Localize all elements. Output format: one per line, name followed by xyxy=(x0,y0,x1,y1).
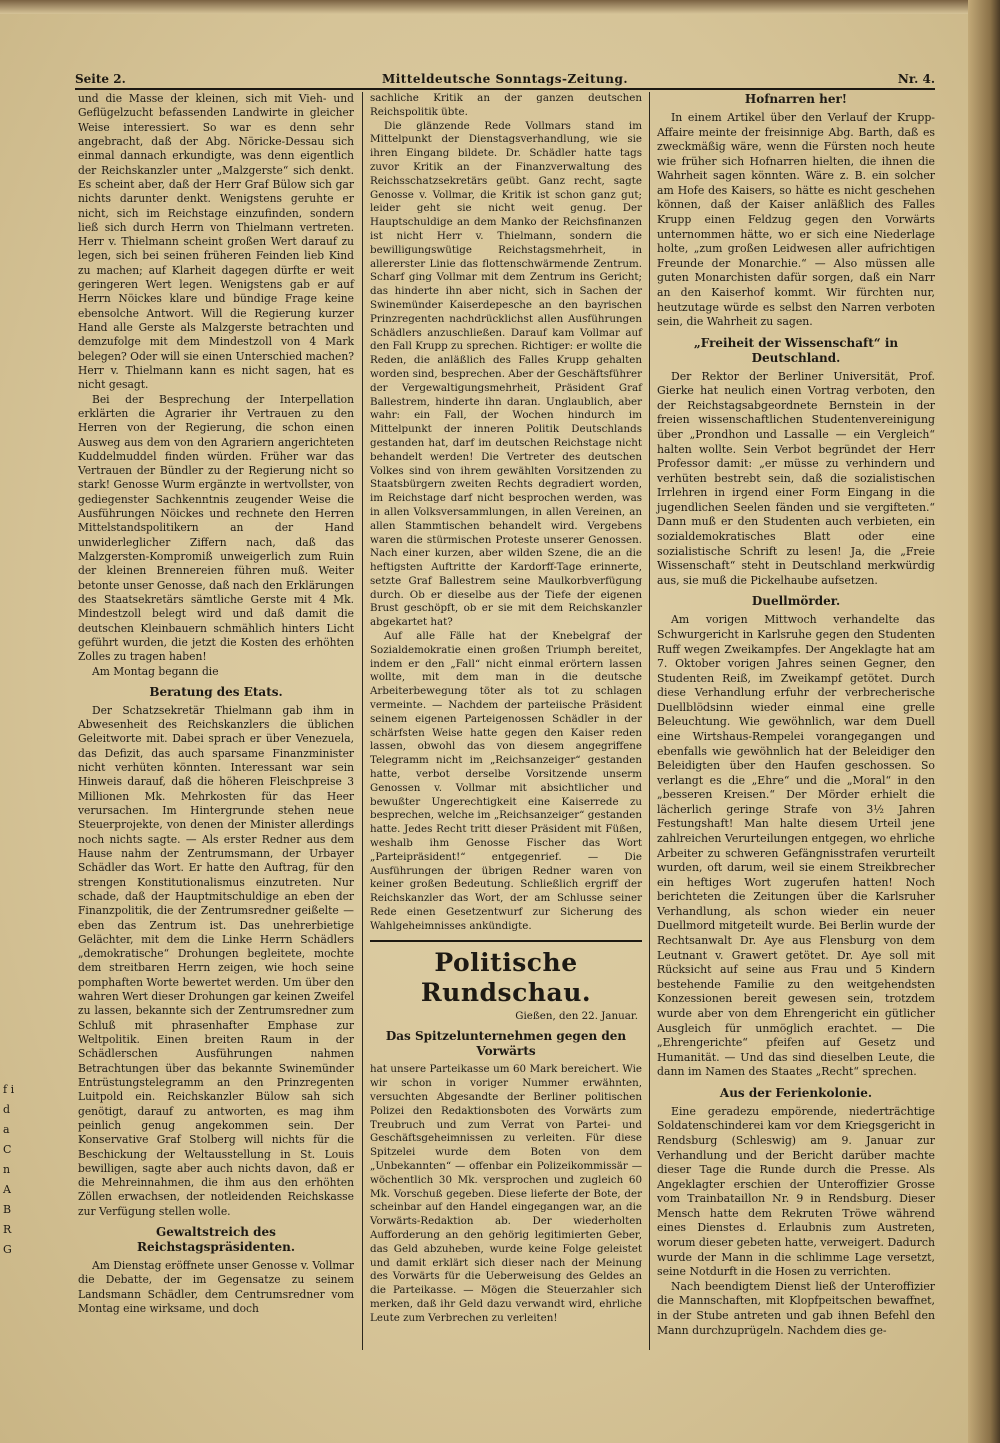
main-section-title: Politische Rundschau. xyxy=(420,947,592,1007)
paragraph: Bei der Besprechung der Interpellation erklärten die Agrarier ihr Vertrauen zu den Herren von der Regierung, die schon einen Ausweg aus dem von den Agrariern angerichteten Kuddelmuddel finden würden. Früher war das Vertrauen der Bündler zu der Regierung nicht so stark! Genosse Wurm ergänzte in wertvollster, von gediegenster Sachkenntnis zeugender Weise die Ausführungen Nöickes und rechnete den Herren Mittelstandspolitikern an der Hand unwiderleglicher Ziffern nach, daß das Malzgersten-Kompromiß unweigerlich zum Ruin der kleinen Brennereien führen muß. Weiter betonte unser Genosse, daß nach den Erklärungen des Staatsekretärs sämtliche Gerste mit 4 Mk. Mindestzoll belegt wird und daß damit die deutschen Kleinbauern schmählich hinters Licht geführt wurden, die jetzt die Kosten des erhöhten Zolles zu tragen haben! xyxy=(78,392,354,664)
column-1 xyxy=(78,92,354,1316)
dateline: Gießen, den 22. Januar. xyxy=(515,1009,638,1022)
paragraph: Der Rektor der Berliner Universität, Prof. Gierke hat neulich einen Vortrag verboten, den der Reichstagsabgeordnete Bernstein in der freien wissenschaftlichen Studentenvereinigung über „Prondhon und Lassalle — ein Vergleich“ halten wollte. Sein Verbot begründet der Herr Professor damit: „er müsse zu verhindern und verhüten bestrebt sein, daß die sozialistischen Irrlehren in irgend einer Form Eingang in die jugendlichen Seelen fänden und sie vergifteten.“ Dann muß er den Studenten auch verbieten, ein sozialdemokratisches Blatt oder eine sozialistische Schrift zu lesen! Ja, die „Freie Wissenschaft“ steht in Deutschland merkwürdig aus, sie muß die Pickelhaube aufsetzen. xyxy=(657,369,935,587)
section-heading: Duellmörder. xyxy=(751,594,841,609)
section-heading: Aus der Ferienkolonie. xyxy=(719,1085,873,1100)
page-header xyxy=(75,72,935,88)
section-heading: Hofnarren her! xyxy=(744,92,848,106)
paragraph: Am Dienstag eröffnete unser Genosse v. Vollmar die Debatte, der im Gegensatze zu seinem Landsmann Schädler, dem Centrumsredner vom Montag eine wirksame, und doch xyxy=(78,1259,354,1315)
paragraph: und die Masse der kleinen, sich mit Vieh- und Geflügelzucht befassenden Landwirte in gleicher Weise interessiert. So war es denn sehr angebracht, daß der Abg. Nöricke-Dessau sich einmal dannach erkundigte, was denn eigentlich der Reichskanzler unter „Malzgerste“ sich denkt. Es scheint aber, daß der Herr Graf Bülow sich gar nichts darunter denkt. Wenigstens geruhte er nicht, sich im Reichstage einzufinden, sondern ließ sich durch Herrn von Thielmann vertreten. Herr v. Thielmann scheint großen Wert darauf zu legen, sich bei seinen früheren Feinden lieb Kind zu machen; auf Klarheit dagegen dürfte er weit geringeren Wert legen. Wenigstens gab er auf Herrn Nöickes klare und bündige Frage keine ebensolche Antwort. Will die Regierung kurzer Hand alle Gerste als Malzgerste betrachten und demzufolge mit dem Mindestzoll von 4 Mark belegen? Oder will sie einen Unterschied machen? Herr v. Thielmann kann es nicht sagen, hat es nicht gesagt. xyxy=(78,92,354,392)
section-heading: Gewaltstreich des Reichstagspräsidenten. xyxy=(136,1225,296,1255)
paragraph: hat unsere Parteikasse um 60 Mark bereichert. Wie wir schon in voriger Nummer erwähnten, versuchten Abgesandte der Berliner politischen Polizei den Redaktionsboten des Vorwärts zum Treubruch und zum Verrat von Partei- und Geschäftsgeheimnissen zu verleiten. Für diese Spitzelei wurde dem Boten von dem „Unbekannten“ — offenbar ein Polizeikommissär — wöchentlich 30 Mk. versprochen und zugleich 60 Mk. Vorschuß gegeben. Diese lieferte der Bote, der scheinbar auf den Handel eingegangen war, an die Vorwärts-Redaktion ab. Der wiederholten Aufforderung an den gehörig legitimierten Geber, das Geld abzuheben, wurde keine Folge geleistet und damit erklärt sich dieser nach der Meinung des Vorwärts für die Ueberweisung des Geldes an die Parteikasse. — Mögen die Steuerzahler sich merken, daß ihr Geld dazu verwandt wird, ehrliche Leute zum Verbrechen zu verleiten! xyxy=(370,1063,642,1324)
section-heading: Das Spitzelunternehmen gegen den Vorwärts xyxy=(385,1029,627,1059)
paragraph: In einem Artikel über den Verlauf der Krupp-Affaire meinte der freisinnige Abg. Barth, daß es zweckmäßig wäre, wenn die Fürsten noch heute wie früher sich Hofnarren hielten, die ihnen die Wahrheit sagen könnten. Wäre z. B. ein solcher am Hofe des Kaisers, so hätte es nicht geschehen können, daß der Kaiser anläßlich des Falles Krupp einen Feldzug gegen den Vorwärts unternommen hätte, wo er sich eine Niederlage holte, „zum großen Leidwesen aller aufrichtigen Freunde der Monarchie.“ — Also müssen alle guten Monarchisten dafür sorgen, daß ein Narr an den Kaiserhof kommt. Wir fürchten nur, heutzutage würde es selbst den Narren verboten sein, die Wahrheit zu sagen. xyxy=(657,111,935,329)
paragraph: Am Montag begann die xyxy=(92,664,219,678)
header-rule xyxy=(75,88,935,90)
paragraph: Am vorigen Mittwoch verhandelte das Schwurgericht in Karlsruhe gegen den Studenten Ruff wegen Zweikampfes. Der Angeklagte hat am 7. Oktober vorigen Jahres seinen Gegner, den Studenten Reiß, im Zweikampf getötet. Durch diese Verhandlung erfuhr der verbrecherische Duellblödsinn wieder einmal eine grelle Beleuchtung. Wie gewöhnlich, war dem Duell eine Wirtshaus-Rempelei vorangegangen und ebenfalls wie gewöhnlich hat der Beleidiger den Beleidigten über den Haufen geschossen. So verlangt es die „Ehre“ und die „Moral“ in den „besseren Kreisen.“ Der Mörder erhielt die lächerlich geringe Strafe von 3½ Jahren Festungshaft! Man halte diesem Urteil jene zahlreichen Verurteilungen entgegen, wo ehrliche Arbeiter zu schweren Gefängnisstrafen verurteilt wurden, oft darum, weil sie einem Streikbrecher ein heftiges Wort zugerufen hatten! Noch berichteten die Zeitungen über die Karlsruher Verhandlung, als schon wieder ein neuer Duellmord mitgeteilt wurde. Bei Berlin wurde der Rechtsanwalt Dr. Aye aus Flensburg von dem Leutnant v. Grawert getötet. Dr. Aye soll mit Rücksicht auf seine aus Frau und 5 Kindern bestehende Familie zu den weitgehendsten Konzessionen bereit gewesen sein, trotzdem wurde aber von dem Ehrengericht ein gütlicher Ausgleich für unmöglich erachtet. — Die „Ehrengerichte“ pfeifen auf Gesetz und Humanität. — Und das sind dieselben Leute, die dann im Namen des Staates „Recht“ sprechen. xyxy=(657,613,935,1079)
column-divider xyxy=(362,92,363,1350)
margin-fragment: f i d a C n A B R G xyxy=(3,1083,15,1256)
newspaper-title: Mitteldeutsche Sonntags-Zeitung. xyxy=(381,72,629,86)
section-heading: Beratung des Etats. xyxy=(149,684,283,699)
paragraph: Nach beendigtem Dienst ließ der Unteroffizier die Mannschaften, mit Klopfpeitschen bewaffnet, in der Stube antreten und gab ihnen Befehl den Mann durchzuprügeln. Nachdem dies ge- xyxy=(657,1279,935,1337)
column-divider xyxy=(649,92,650,1350)
column-2 xyxy=(370,92,642,1326)
paragraph: Eine geradezu empörende, niederträchtige Soldatenschinderei kam vor dem Kriegsgericht in Rendsburg (Schleswig) am 9. Januar zur Verhandlung und der Bericht darüber machte dieser Tage die Runde durch die Presse. Als Angeklagter erschien der Unteroffizier Grosse vom Trainbataillon Nr. 9 in Rendsburg. Dieser Mensch hatte dem Rekruten Tröwe während eines Dienstes d. Erlaubnis zum Austreten, worum dieser gebeten hatte, verweigert. Dadurch wurde der Mann in die schlimme Lage versetzt, seine Notdurft in die Hosen zu verrichten. xyxy=(657,1104,935,1279)
issue-number: Nr. 4. xyxy=(897,72,935,86)
page-top-edge xyxy=(0,0,1000,14)
section-heading: „Freiheit der Wissenschaft“ in Deutschland. xyxy=(693,335,899,365)
section-rule xyxy=(370,940,642,942)
column-3 xyxy=(657,92,935,1338)
paragraph: Auf alle Fälle hat der Knebelgraf der Sozialdemokratie einen großen Triumph bereitet, indem er den „Fall“ nicht einmal erörtern lassen wollte, mit dem man in die deutsche Arbeiterbewegung töter als tot zu schlagen vermeinte. — Nachdem der parteiische Präsident seinem eigenen Parteigenossen Schädler in der schärfsten Weise hatte gegen den Kaiser reden lassen, obwohl das von diesem angegriffene Telegramm nicht im „Reichsanzeiger“ gestanden hatte, verbot derselbe Vorsitzende unserm Genossen v. Vollmar mit absichtlicher und bewußter Ungerechtigkeit eine Kaiserrede zu besprechen, welche im „Reichsanzeiger“ gestanden hatte. Jedes Recht tritt dieser Präsident mit Füßen, weshalb ihm Genosse Fischer das Wort „Parteipräsident!“ entgegenrief. — Die Ausführungen der übrigen Redner waren von keiner großen Bedeutung. Schließlich ergriff der Reichskanzler das Wort, der am Schlusse seiner Rede einen Gesetzentwurf zur Sicherung des Wahlgeheimnisses ankündigte. xyxy=(370,630,642,932)
paragraph: Der Schatzsekretär Thielmann gab ihm in Abwesenheit des Reichskanzlers die üblichen Geleitworte mit. Dabei sprach er über Venezuela, das Defizit, das auch sparsame Finanzminister nicht verhüten könnten. Interessant war sein Hinweis darauf, daß die höheren Fleischpreise 3 Millionen Mk. Mehrkosten für das Heer verursachen. Im Hintergrunde stehen neue Steuerprojekte, von denen der Minister allerdings noch nichts sagte. — Als erster Redner aus dem Hause nahm der Zentrumsmann, der Urbayer Schädler das Wort. Er hatte den Auftrag, für den strengen Konstitutionalismus einzutreten. Nur schade, daß der Hauptmitschuldige an eben der Finanzpolitik, die der Zentrumsredner geißelte — eben das Zentrum ist. Das unehrerbietige Gelächter, mit dem die Linke Herrn Schädlers „demokratische“ Drohungen begleitete, mochte dem streitbaren Herrn zeigen, wie hoch seine pomphaften Worte bewertet werden. Um über den wahren Wert dieser Drohungen gar keinen Zweifel zu lassen, bekannte sich der Zentrumsredner zum Schluß mit phrasenhafter Emphase zur Weltpolitik. Einen breiten Raum in der Schädlerschen Ausführungen nahmen Betrachtungen über das bekannte Swinemünder Entrüstungstelegramm an den Prinzregenten Luitpold ein. Reichskanzler Bülow sah sich genötigt, darauf zu antworten, es mag ihm peinlich genug angekommen sein. Der Konservative Graf Stolberg will nichts für die Beschickung der Weltausstellung in St. Louis bewilligen, sagte aber auch nichts davon, daß er die Mehreinnahmen, die ihm aus den erhöhten Zöllen erwachsen, der notleidenden Reichskasse zur Verfügung stellen wolle. xyxy=(78,703,354,1218)
page-binding-edge xyxy=(968,0,1000,1443)
paragraph: Die glänzende Rede Vollmars stand im Mittelpunkt der Dienstagsverhandlung, wie sie ihren Eingang bildete. Dr. Schädler hatte tags zuvor Kritik an der Finanzverwaltung des Reichsschatzsekretärs geübt. Ganz recht, sagte Genosse v. Vollmar, die Kritik ist schon ganz gut; leider geht sie nicht weit genug. Der Hauptschuldige an dem Manko der Reichsfinanzen ist nicht Herr v. Thielmann, sondern die bewilligungswütige Reichstagsmehrheit, in allererster Linie das flottenschwärmende Zentrum. Scharf ging Vollmar mit dem Zentrum ins Gericht; das hinderte ihn aber nicht, sich in Sachen der Swinemünder Kaiserdepesche an den bayrischen Prinzregenten nachdrücklichst allen Ausführungen Schädlers anzuschließen. Darauf kam Vollmar auf den Fall Krupp zu sprechen. Richtiger: er wollte die Reden, die anläßlich des Falles Krupp gehalten worden sind, besprechen. Aber der Geschäftsführer der Vergewaltigungsmehrheit, Präsident Graf Ballestrem, hinderte ihn daran. Unglaublich, aber wahr: ein Fall, der Wochen hindurch im Mittelpunkt der inneren Politik Deutschlands gestanden hat, darf im deutschen Reichstage nicht behandelt werden! Die Vertreter des deutschen Volkes sind von ihrem gewählten Vorsitzenden zu Staatsbürgern zweiten Rechts degradiert worden, im Reichstage darf nicht besprochen werden, was in allen Volksversammlungen, in allen Vereinen, an allen Stammtischen behandelt wird. Vergebens waren die stürmischen Proteste unserer Genossen. Nach einer kurzen, aber wilden Szene, die an die heftigsten Auftritte der Kardorff-Tage erinnerte, setzte Graf Ballestrem seine Maulkorbverfügung durch. Ob er dieselbe aus der Tiefe der eigenen Brust geschöpft, ob er sie mit dem Reichskanzler abgekartet hat? xyxy=(370,119,642,629)
paragraph: sachliche Kritik an der ganzen deutschen Reichspolitik übte. xyxy=(370,92,642,118)
page-number: Seite 2. xyxy=(75,72,126,86)
